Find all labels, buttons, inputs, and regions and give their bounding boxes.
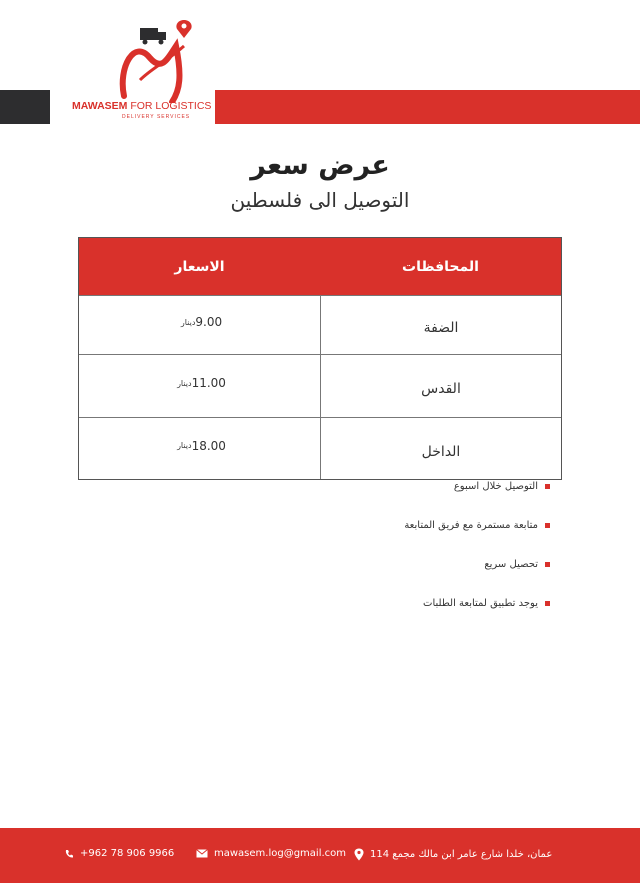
page-title: عرض سعر xyxy=(250,150,390,181)
bullet-icon xyxy=(545,523,550,528)
logo xyxy=(72,18,212,130)
cell-price xyxy=(79,355,320,417)
feature-text: تحصيل سريع xyxy=(484,558,538,570)
header-prices: الاسعار xyxy=(174,258,225,275)
footer-address: عمان، خلدا شارع عامر ابن مالك مجمع 114 xyxy=(354,848,552,861)
cell-price xyxy=(79,296,320,354)
logo-mark-icon xyxy=(110,18,200,103)
phone-icon xyxy=(64,849,74,859)
page-subtitle: التوصيل الى فلسطين xyxy=(230,188,410,212)
price-value: 9.00 xyxy=(195,315,223,329)
price-unit: دينار xyxy=(177,378,192,388)
header-governorates: المحافظات xyxy=(402,258,479,275)
cell-governorate: القدس xyxy=(320,355,561,417)
logo-tagline: DELIVERY SERVICES xyxy=(122,114,191,120)
footer-email[interactable]: mawasem.log@gmail.com xyxy=(196,848,346,859)
table-row xyxy=(79,417,561,479)
header-dark-band xyxy=(0,90,50,124)
list-item xyxy=(404,480,550,492)
list-item xyxy=(404,597,550,609)
cell-price xyxy=(79,418,320,479)
list-item xyxy=(404,519,550,531)
price-value: 11.00 xyxy=(191,376,226,390)
cell-governorate: الداخل xyxy=(320,418,561,479)
price-unit: دينار xyxy=(180,317,196,327)
cell-governorate: الضفة xyxy=(320,296,561,354)
feature-text: التوصيل خلال اسبوع xyxy=(453,480,538,492)
table-row xyxy=(79,354,561,417)
table-row xyxy=(79,295,561,354)
price-table xyxy=(78,237,562,480)
bullet-icon xyxy=(545,562,550,567)
price-unit: دينار xyxy=(177,441,192,450)
header-red-band xyxy=(215,90,640,124)
price-value: 18.00 xyxy=(191,438,226,453)
logo-name: MAWASEM FOR LOGISTICS xyxy=(72,100,212,112)
list-item xyxy=(404,558,550,570)
bullet-icon xyxy=(545,601,550,606)
footer xyxy=(0,828,640,883)
feature-text: متابعة مستمرة مع فريق المتابعة xyxy=(404,519,538,531)
mail-icon xyxy=(196,849,208,858)
table-header xyxy=(79,238,561,295)
footer-phone[interactable]: +962 78 906 9966 xyxy=(64,848,174,859)
bullet-icon xyxy=(545,484,550,489)
feature-text: يوجد تطبيق لمتابعة الطلبات xyxy=(423,597,538,609)
location-pin-icon xyxy=(354,848,364,861)
features-list xyxy=(404,480,550,636)
